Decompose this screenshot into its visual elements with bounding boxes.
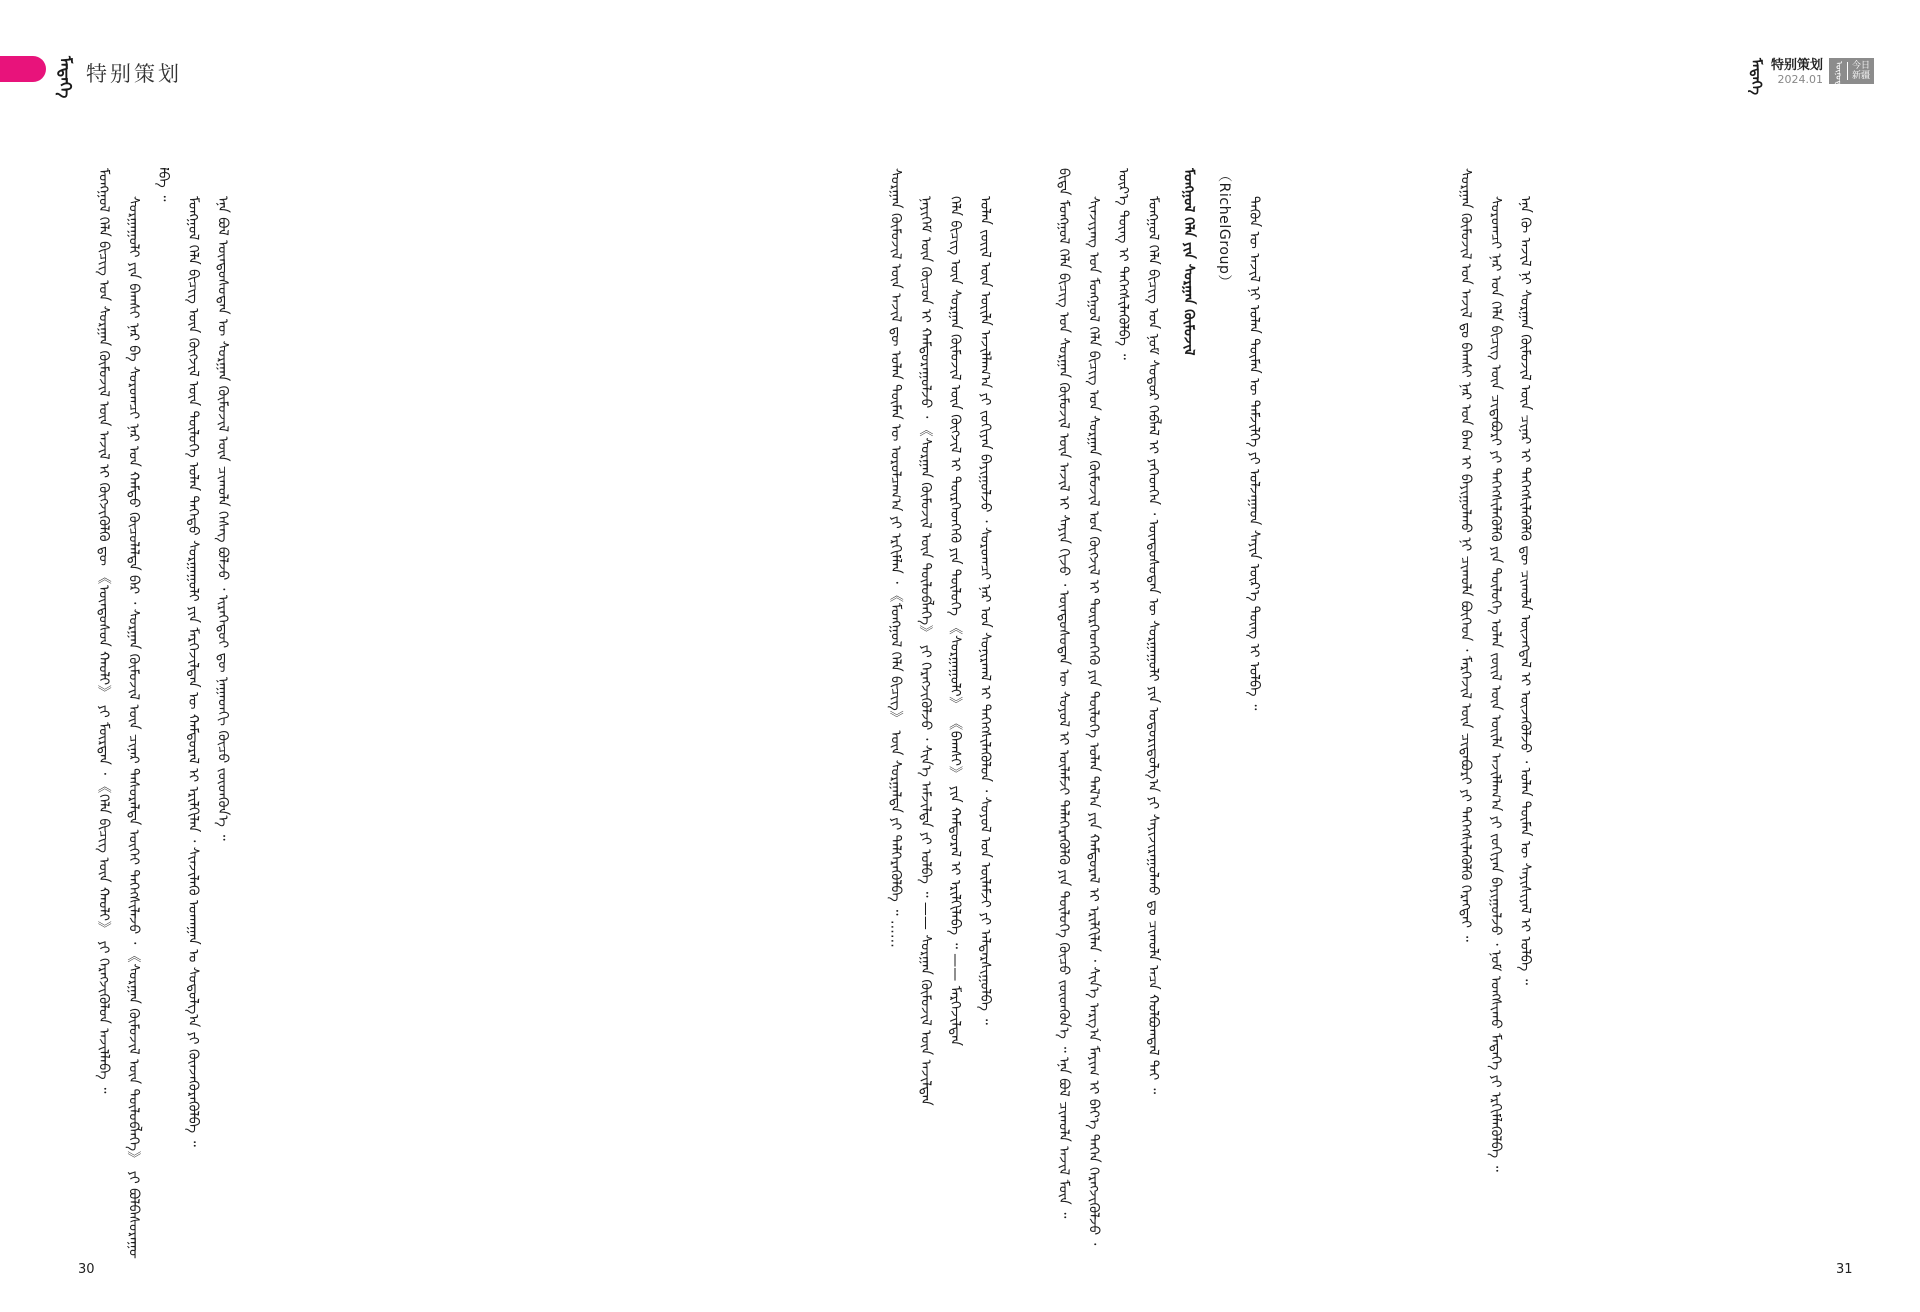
badge-line-1: 今日 [1851, 61, 1870, 71]
paragraph: ᠰᠤᠷᠭᠠᠭᠤᠯᠢ ᠶᠢᠨ ᠪᠠᠭᠰᠢ ᠨᠠᠷ ᠪᠠ ᠰᠤᠷᠤᠭᠴᠢ ᠨᠠᠷ ᠤᠨ ᠬᠠᠮᠲᠤ ᠬᠦᠴᠦᠯᠡᠯᠲᠡ ᠪᠡᠷ ᠂ ᠰᠤᠷᠭᠠᠨ ᠬᠦᠮᠦᠵᠢᠯ ᠦᠨ ᠴᠢᠨᠠᠷ ᠲᠠᠰᠤᠷᠠᠯᠲᠠ ᠦᠭᠡᠢ ᠳᠡᠭᠡᠭᠰᠢᠯᠡᠵᠦ ᠂ 《ᠰᠤᠷᠭᠠᠨ ᠬᠦᠮᠦᠵᠢᠯ ᠦᠨ ᠲᠥᠯᠥᠪᠯᠡᠭᠡ》 ᠶᠢ ᠪᠣᠯᠪᠠᠰᠤᠷᠠᠭᠤᠯᠪᠠ ᠃ [125, 168, 172, 1258]
paragraph-latin-term: （RichelGroup） [1216, 168, 1233, 290]
paragraph: ᠰᠤᠷᠤᠭᠴᠢ ᠨᠠᠷ ᠤᠨ ᠬᠡᠯᠡ ᠪᠢᠴᠢᠭ ᠦᠨ ᠴᠢᠳᠠᠪᠤᠷᠢ ᠶᠢ ᠳᠡᠭᠡᠭᠰᠢᠯᠡᠭᠦᠯᠬᠦ ᠶᠢᠨ ᠲᠥᠯᠦᠭᠡ ᠣᠯᠠᠨ ᠵᠦᠢᠯ ᠦᠨ ᠦᠢᠯᠡ ᠠᠵᠢᠯᠯᠠᠭ᠎ᠠ ᠶᠢ ᠵᠣᠬᠢᠶᠠᠨ ᠪᠠᠶᠢᠭᠤᠯᠵᠤ ᠂ ᠨᠣᠮ ᠤᠩᠰᠢᠬᠤ ᠮᠡᠳᠡᠭᠡ ᠶᠢ ᠡᠷᠬᠢᠮᠯᠡᠭᠦᠯᠪᠡ ᠃ [1487, 196, 1504, 1172]
right-page-column-2 [1450, 168, 1870, 1260]
badge-chinese-text [1852, 61, 1870, 81]
section-color-tab [0, 56, 46, 82]
badge-line-2: 新疆 [1851, 71, 1870, 81]
paragraph: ᠣᠯᠠᠨ ᠵᠦᠢᠯ ᠦᠨ ᠦᠢᠯᠡ ᠠᠵᠢᠯᠯᠠᠭ᠎ᠠ ᠶᠢ ᠵᠣᠬᠢᠶᠠᠨ ᠪᠠᠶᠢᠭᠤᠯᠵᠤ ᠂ ᠰᠤᠷᠤᠭᠴᠢ ᠨᠠᠷ ᠤᠨ ᠰᠣᠨᠢᠷᠬᠠᠯ ᠢ ᠳᠡᠭᠡᠭᠰᠢᠯᠡᠭᠦᠯᠦᠨ ᠂ ᠰᠣᠶᠣᠯ ᠤᠨ ᠦᠯᠡᠮᠵᠢ ᠶᠢ ᠠᠯᠳᠠᠷᠰᠢᠭᠤᠯᠪᠠ ᠃ [976, 196, 993, 1025]
paragraph: ᠰᠤᠷᠭᠠᠨ ᠬᠦᠮᠦᠵᠢᠯ ᠤᠨ ᠠᠵᠢᠯ ᠳᠤ ᠪᠠᠭᠰᠢ ᠨᠠᠷ ᠤᠨ ᠪᠠᠭ ᠢ ᠪᠠᠶᠢᠭᠤᠯᠬᠤ ᠨᠢ ᠴᠢᠬᠤᠯᠠ ᠪᠥᠭᠡᠳ ᠂ ᠮᠡᠷᠭᠡᠵᠢᠯ ᠦᠨ ᠴᠢᠳᠠᠪᠤᠷᠢ ᠶᠢ ᠳᠡᠭᠡᠭᠰᠢᠯᠡᠭᠦᠯᠬᠦ ᠬᠡᠷᠡᠭᠲᠡᠢ ᠃ [1457, 168, 1474, 942]
badge-divider [1847, 62, 1848, 80]
section-title: 特别策划 [86, 62, 182, 86]
subheading: ᠮᠣᠩᠭᠣᠯ ᠬᠡᠯᠡ ᠶᠢᠨ ᠰᠤᠷᠭᠠᠨ ᠬᠦᠮᠦᠵᠢᠯ [1180, 168, 1197, 356]
paragraph: ᠬᠡᠯᠡ ᠪᠢᠴᠢᠭ ᠦᠨ ᠰᠤᠷᠭᠠᠨ ᠬᠦᠮᠦᠵᠢᠯ ᠦᠨ ᠬᠥᠭᠵᠢᠯ ᠢ ᠲᠦᠷᠭᠡᠳᠬᠡᠬᠦ ᠶᠢᠨ ᠲᠥᠯᠦᠭᠡ 《ᠰᠤᠷᠭᠠᠭᠤᠯᠢ》 《ᠪᠠᠭᠰᠢ》 ᠶᠢᠨ ᠬᠠᠮᠲᠤᠷᠠᠯ ᠢ ᠡᠷᠢᠯᠬᠢᠯᠡᠪᠡ ᠃ —— ᠮᠡᠷᠭᠡᠵᠢᠯᠲᠡᠨ [947, 196, 964, 1046]
paragraph: ᠮᠣᠩᠭᠣᠯ ᠬᠡᠯᠡ ᠪᠢᠴᠢᠭ ᠦᠨ ᠬᠥᠭᠵᠢᠯ ᠦᠨ ᠲᠥᠯᠦᠭᠡ ᠣᠯᠠᠨ ᠳᠡᠭᠡᠳᠦ ᠰᠤᠷᠭᠠᠭᠤᠯᠢ ᠶᠢᠨ ᠮᠡᠷᠭᠡᠵᠢᠯᠲᠡᠨ ᠦ ᠬᠠᠮᠲᠤᠷᠠᠯ ᠢ ᠡᠷᠢᠯᠬᠢᠯᠡᠨ ᠂ ᠰᠢᠨᠵᠢᠯᠡᠬᠦ ᠤᠬᠠᠭᠠᠨ ᠤ ᠰᠤᠳᠤᠯᠭ᠎ᠠ ᠶᠢ ᠭᠦᠨᠵᠡᠭᠦᠷᠡᠭᠦᠯᠪᠡ ᠃ [184, 196, 201, 1147]
mongolian-logo: ᠮᠡᠳᠡᠭᠡ [1747, 58, 1764, 96]
paragraph: ᠰᠤᠷᠭᠠᠨ ᠬᠦᠮᠦᠵᠢᠯ ᠦᠨ ᠠᠵᠢᠯ ᠳᠦ ᠣᠯᠠᠨ ᠲᠦᠮᠡᠨ ᠦ ᠣᠷᠤᠯᠴᠠᠭ᠎ᠠ ᠶᠢ ᠡᠷᠬᠢᠮᠯᠡᠨ ᠂ 《ᠮᠣᠩᠭᠣᠯ ᠬᠡᠯᠡ ᠪᠢᠴᠢᠭ》 ᠦᠨ ᠰᠤᠷᠭᠠᠯᠲᠠ ᠶᠢ ᠳᠡᠯᠭᠡᠷᠡᠭᠦᠯᠪᠡ ᠃ …… [887, 168, 904, 948]
paragraph: ᠪᠢᠳᠡ ᠮᠣᠩᠭᠣᠯ ᠬᠡᠯᠡ ᠪᠢᠴᠢᠭ ᠤᠨ ᠰᠤᠷᠭᠠᠨ ᠬᠦᠮᠦᠵᠢᠯ ᠦᠨ ᠠᠵᠢᠯ ᠢ ᠰᠠᠶᠢᠨ ᠬᠢᠵᠦ ᠂ ᠦᠨᠳᠦᠰᠦᠲᠡᠨ ᠦ ᠰᠣᠶᠣᠯ ᠢ ᠦᠯᠡᠮᠵᠢ ᠳᠡᠯᠡᠭᠡᠷᠡᠭᠦᠯᠬᠦ ᠶᠢᠨ ᠲᠥᠯᠦᠭᠡ ᠬᠦᠴᠦ ᠵᠦᠳᠭᠦᠨ᠎ᠡ ᠃ ᠡᠨᠡ ᠪᠣᠯ ᠴᠢᠬᠤᠯᠠ ᠠᠵᠢᠯ ᠮᠥᠨ ᠃ [1055, 168, 1072, 1219]
paragraph: ᠨᠡᠶᠢᠭᠡᠮ ᠦᠨ ᠬᠦᠴᠦᠨ ᠢ ᠬᠠᠮᠲᠤᠷᠠᠭᠤᠯᠵᠤ ᠂ 《ᠰᠤᠷᠭᠠᠨ ᠬᠦᠮᠦᠵᠢᠯ ᠦᠨ ᠲᠥᠯᠥᠪᠯᠡᠭᠡ》 ᠶᠢ ᠬᠡᠷᠡᠭᠵᠢᠭᠦᠯᠵᠦ ᠂ ᠰᠢᠨ᠎ᠡ ᠠᠮᠵᠢᠯᠲᠠ ᠶᠢ ᠣᠯᠪᠠ ᠃ —— ᠰᠤᠷᠭᠠᠨ ᠬᠦᠮᠦᠵᠢᠯ ᠦᠨ ᠠᠵᠢᠯᠲᠠᠨ [917, 196, 934, 1106]
paragraph: ᠰᠢᠨᠵᠢᠶᠠᠩ ᠤᠨ ᠮᠣᠩᠭᠣᠯ ᠬᠡᠯᠡ ᠪᠢᠴᠢᠭ ᠤᠨ ᠰᠤᠷᠭᠠᠨ ᠬᠦᠮᠦᠵᠢᠯ ᠤᠨ ᠬᠥᠭᠵᠢᠯ ᠢ ᠲᠦᠷᠭᠡᠳᠬᠡᠬᠦ ᠶᠢᠨ ᠲᠥᠯᠦᠭᠡ ᠣᠯᠠᠨ ᠲᠠᠯ᠎ᠠ ᠶᠢᠨ ᠬᠠᠮᠲᠤᠷᠠᠯ ᠢ ᠡᠷᠢᠯᠬᠢᠯᠡᠨ ᠂ ᠰᠢᠨ᠎ᠡ ᠠᠷᠭ᠎ᠠ ᠮᠠᠶᠢᠭ ᠢ ᠪᠡᠶ᠎ᠡ ᠳᠡᠭᠡᠨ ᠬᠡᠷᠡᠭᠵᠢᠭᠦᠯᠵᠦ ᠂ ᠦᠷ᠎ᠡ ᠳᠦᠩ ᠢ ᠳᠡᠭᠡᠭᠰᠢᠯᠡᠭᠦᠯᠪᠡ ᠃ [1085, 168, 1132, 1246]
page-number-right: 31 [1836, 1262, 1853, 1277]
paragraph: ᠮᠣᠩᠭᠣᠯ ᠬᠡᠯᠡ ᠪᠢᠴᠢᠭ ᠤᠨ ᠰᠤᠷᠭᠠᠨ ᠬᠦᠮᠦᠵᠢᠯ ᠦᠨ ᠠᠵᠢᠯ ᠢ ᠬᠥᠭᠵᠢᠭᠦᠯᠬᠦ ᠳᠦ 《ᠦᠨᠳᠦᠰᠦᠨ ᠬᠠᠤᠯᠢ》 ᠶᠢ ᠮᠥᠷᠳᠡᠨ ᠂ 《ᠬᠡᠯᠡ ᠪᠢᠴᠢᠭ ᠦᠨ ᠬᠠᠤᠯᠢ》 ᠶᠢ ᠬᠡᠷᠡᠭᠵᠢᠭᠦᠯᠦᠨ ᠠᠵᠢᠯᠯᠠᠪᠠ ᠃ [95, 168, 112, 1094]
left-page-column-1 [88, 168, 878, 1260]
paragraph: ᠡᠨᠡ ᠬᠦ ᠠᠵᠢᠯ ᠨᠢ ᠰᠤᠷᠭᠠᠨ ᠬᠦᠮᠦᠵᠢᠯ ᠦᠨ ᠴᠢᠨᠠᠷ ᠢ ᠳᠡᠭᠡᠭᠰᠢᠯᠡᠭᠦᠯᠬᠦ ᠳᠦ ᠴᠢᠬᠤᠯᠠ ᠦᠵᠡᠭᠳᠡᠯ ᠢ ᠦᠵᠡᠭᠦᠯᠵᠦ ᠂ ᠣᠯᠠᠨ ᠲᠦᠮᠡᠨ ᠦ ᠰᠠᠶᠢᠰᠢᠶᠠᠯ ᠢ ᠣᠯᠪᠠ ᠃ [1517, 196, 1534, 985]
paragraph: ᠡᠨᠡ ᠪᠣᠯ ᠦᠨᠳᠦᠰᠦᠲᠡᠨ ᠦ ᠰᠤᠷᠭᠠᠨ ᠬᠦᠮᠦᠵᠢᠯ ᠦᠨ ᠴᠢᠬᠤᠯᠠ ᠬᠡᠰᠡᠭ ᠪᠣᠯᠵᠤ ᠂ ᠢᠷᠡᠭᠡᠳᠦᠢ ᠳᠦ ᠨᠠᠭᠠᠳᠬᠢ ᠬᠦᠴᠦ ᠵᠦᠳᠭᠦᠨ᠎ᠡ ᠃ [214, 196, 231, 841]
issue-date: 2024.01 [1777, 73, 1823, 86]
left-page-header [56, 56, 182, 99]
section-title: 特别策划 [1770, 58, 1823, 73]
right-page-header [1747, 58, 1874, 97]
magazine-badge [1829, 58, 1874, 97]
mongolian-logo: ᠮᠡᠳᠡᠭᠡ [56, 56, 75, 99]
badge-mongolian-text: ᠥᠨᠥᠳᠥᠷ [1832, 61, 1843, 97]
paragraph: ᠮᠣᠩᠭᠣᠯ ᠬᠡᠯᠡ ᠪᠢᠴᠢᠭ ᠤᠨ ᠨᠣᠮ ᠰᠣᠳᠤᠷ ᠬᠡᠪᠯᠡᠯ ᠢ ᠶᠡᠬᠡᠳᠬᠡᠨ ᠂ ᠦᠨᠳᠦᠰᠦᠲᠡᠨ ᠦ ᠰᠤᠷᠭᠠᠭᠤᠯᠢ ᠶᠢᠨ ᠤᠳᠤᠷᠢᠳᠤᠯᠭ᠎ᠠ ᠶᠢ ᠰᠠᠶᠢᠵᠢᠷᠠᠭᠤᠯᠬᠤ ᠳᠤ ᠴᠢᠬᠤᠯᠠ ᠠᠴᠠ ᠬᠣᠯᠪᠣᠭᠳᠠᠯ ᠲᠠᠶ ᠃ [1144, 196, 1161, 1094]
page-number-left: 30 [78, 1262, 95, 1277]
paragraph: ᠲᠡᠭᠦᠨ ᠦ ᠠᠵᠢᠯ ᠨᠢ ᠣᠯᠠᠨ ᠲᠦᠮᠡᠨ ᠦ ᠳᠡᠮᠵᠢᠯᠭᠡ ᠶᠢ ᠣᠯᠵᠠᠭᠠᠳ ᠰᠠᠶᠢᠨ ᠦᠷ᠎ᠡ ᠳᠦᠩ ᠢ ᠣᠯᠪᠠ ᠃ [1245, 196, 1262, 711]
header-titles [1771, 58, 1823, 86]
